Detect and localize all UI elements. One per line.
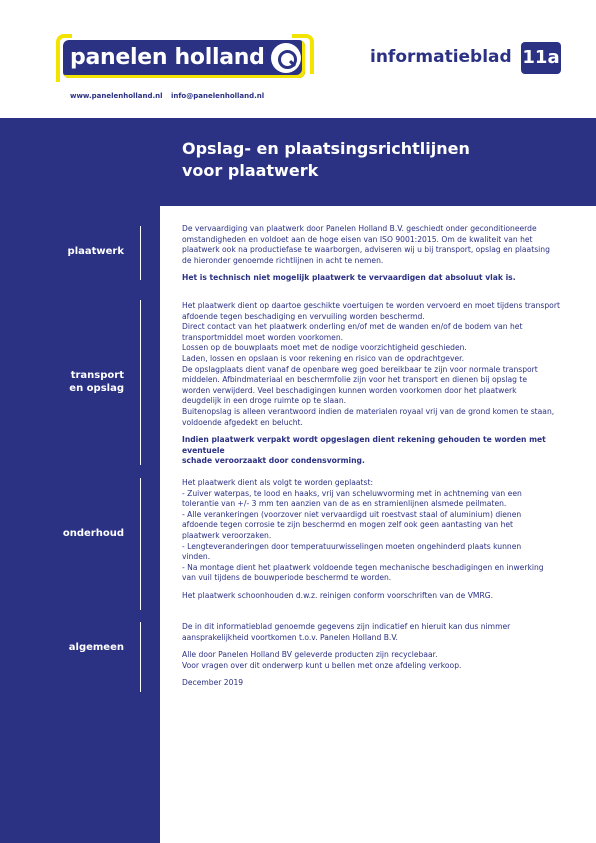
section-label-algemeen: algemeen [68, 642, 124, 653]
title-line-1: Opslag- en plaatsingsrichtlijnen [182, 139, 470, 158]
section-label-onderhoud: onderhoud [62, 528, 124, 539]
website-link[interactable]: www.panelenholland.nl [70, 92, 163, 100]
section-algemeen-text: De in dit informatieblad genoemde gegevens zijn indicatief en hieruit kan dus nimmer aansprakelijkheid voortkomen t.o.v. Panelen Holland B.V. Alle door Panelen Holland BV geleverde producten zijn recyclebaar. Voor vragen over dit onderwerp kunt u bellen met onze afdeling verkoop. December 2019 [182, 622, 574, 689]
title-line-2: voor plaatwerk [182, 161, 319, 180]
section-onderhoud-text: Het plaatwerk dient als volgt te worden geplaatst: - Zuiver waterpas, te lood en haaks, vrij van scheluwvorming met in achtneming van een tolerantie van +/- 3 mm ten aanzien van de as en stramienlijnen alsmede peilmaten. - Alle verankeringen (voorzover niet vervaardigd uit roestvast staal of aluminium) dienen afdoende tegen corrosie te zijn beschermd en mogen zelf ook geen aantasting van het plaatwerk veroorzaken. - Lengteveranderingen door temperatuurwisselingen moeten ongehinderd plaats kunnen vinden. - Na montage dient het plaatwerk voldoende tegen mechanische beschadigingen en inwerking van vuil tijdens de bouwperiode beschermd te worden. Het plaatwerk schoonhouden d.w.z. reinigen conform voorschriften van de VMRG. [182, 478, 544, 600]
section-divider-onderhoud [140, 478, 141, 610]
section-plaatwerk-text: De vervaardiging van plaatwerk door Panelen Holland B.V. geschiedt onder geconditioneerde omstandigheden en voldoet aan de hoge eisen van ISO 9001:2015. Om de kwaliteit van het plaatwerk ook na productiefase te waarborgen, adviseren wij u bij transport, opslag en plaatsing de hieronder genoemde richtlijnen in acht te nemen. Het is technisch niet mogelijk plaatwerk te vervaardigen dat absoluut vlak is. [182, 224, 550, 283]
page-title [182, 138, 470, 182]
section-divider-algemeen [140, 622, 141, 692]
email-link[interactable]: info@panelenholland.nl [171, 92, 265, 100]
section-divider-plaatwerk [140, 226, 141, 280]
quality-seal-icon [271, 43, 301, 73]
section-label-transport: transport en opslag [69, 370, 124, 394]
logo-text: panelen holland [70, 45, 265, 70]
section-label-plaatwerk: plaatwerk [67, 246, 124, 257]
section-divider-transport [140, 300, 141, 465]
sidebar [0, 206, 160, 843]
doc-number-badge: 11a [521, 42, 561, 74]
document-date: December 2019 [182, 678, 244, 688]
doc-type-label: informatieblad [370, 47, 512, 67]
section-transport-text: Het plaatwerk dient op daartoe geschikte voertuigen te worden vervoerd en moet tijdens transport afdoende tegen beschadiging en vervuiling worden beschermd. Direct contact van het plaatwerk onderling en/of met de wanden en/of de bodem van het transportmiddel moet worden voorkomen. Lossen op de bouwplaats moet met de nodige voorzichtigheid geschieden. Laden, lossen en opslaan is voor rekening en risico van de opdrachtgever. De opslagplaats dient vanaf de openbare weg goed bereikbaar te zijn voor normale transport middelen. Afbindmateriaal en beschermfolie zijn voor het transport en dienen bij opslag te worden verwijderd. Veel beschadigingen kunnen worden voorkomen door het plaatwerk deugdelijk in een droge ruimte op te slaan. Buitenopslag is alleen verantwoord indien de materialen royaal vrij van de grond komen te staan, voldoende afgedekt en belucht. Indien plaatwerk verpakt wordt opgeslagen dient rekening gehouden te worden met eventuele schade veroorzaakt door condensvorming. [182, 301, 560, 466]
